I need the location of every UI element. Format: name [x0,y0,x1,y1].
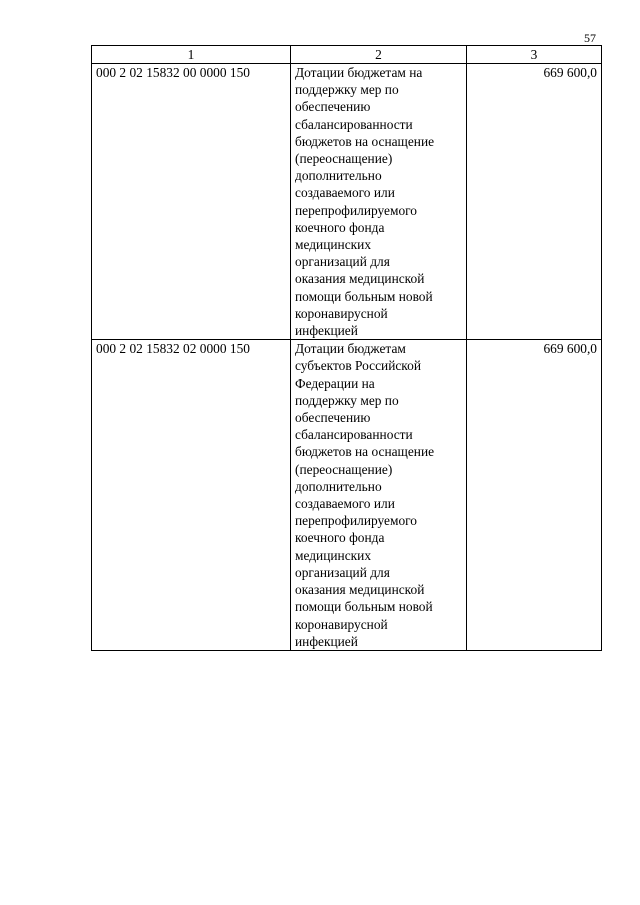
description-line: поддержку мер по [295,82,399,98]
description-line: обеспечению [295,410,371,426]
description-line: коронавирусной [295,305,388,321]
table-row [92,64,602,340]
description-line: (переоснащение) [295,461,393,477]
description-line: (переоснащение) [295,151,393,167]
amount-cell: 669 600,0 [467,64,602,340]
column-header-1: 1 [92,46,291,64]
column-header-3: 3 [467,46,602,64]
description-line: бюджетов на оснащение [295,444,435,460]
description-line: организаций для [295,254,390,270]
description-line: медицинских [295,237,372,253]
description-line: инфекцией [295,323,358,339]
description-line: дополнительно [295,478,382,494]
page-number: 57 [584,31,596,45]
budget-table [91,45,602,651]
description-line: Федерации на [295,375,375,391]
description-line: коронавирусной [295,616,388,632]
description-line: Дотации бюджетам на [295,65,423,80]
description-line: медицинских [295,547,372,563]
description-line: помощи больным новой [295,599,433,615]
table-row [92,340,602,651]
description-line: перепрофилируемого [295,513,417,529]
description-line: оказания медицинской [295,271,425,287]
description-line: поддержку мер по [295,392,399,408]
description-line: бюджетов на оснащение [295,133,435,149]
budget-code-cell: 000 2 02 15832 00 0000 150 [92,64,291,340]
description-line: сбалансированности [295,116,413,132]
budget-code-cell: 000 2 02 15832 02 0000 150 [92,340,291,651]
description-line: инфекцией [295,633,358,649]
description-line: организаций для [295,564,390,580]
description-cell [291,64,467,340]
description-line: сбалансированности [295,427,413,443]
description-line: перепрофилируемого [295,202,417,218]
description-line: Дотации бюджетам [295,341,406,357]
description-line: коечного фонда [295,530,385,546]
description-line: создаваемого или [295,496,395,512]
description-line: коечного фонда [295,219,385,235]
description-line: создаваемого или [295,185,395,201]
description-cell [291,340,467,651]
column-header-2: 2 [291,46,467,64]
description-line: оказания медицинской [295,582,425,598]
description-line: обеспечению [295,99,371,115]
description-line: субъектов Российской [295,358,421,374]
amount-cell: 669 600,0 [467,340,602,651]
description-line: дополнительно [295,168,382,184]
description-line: помощи больным новой [295,288,433,304]
table-header-row [92,46,602,64]
